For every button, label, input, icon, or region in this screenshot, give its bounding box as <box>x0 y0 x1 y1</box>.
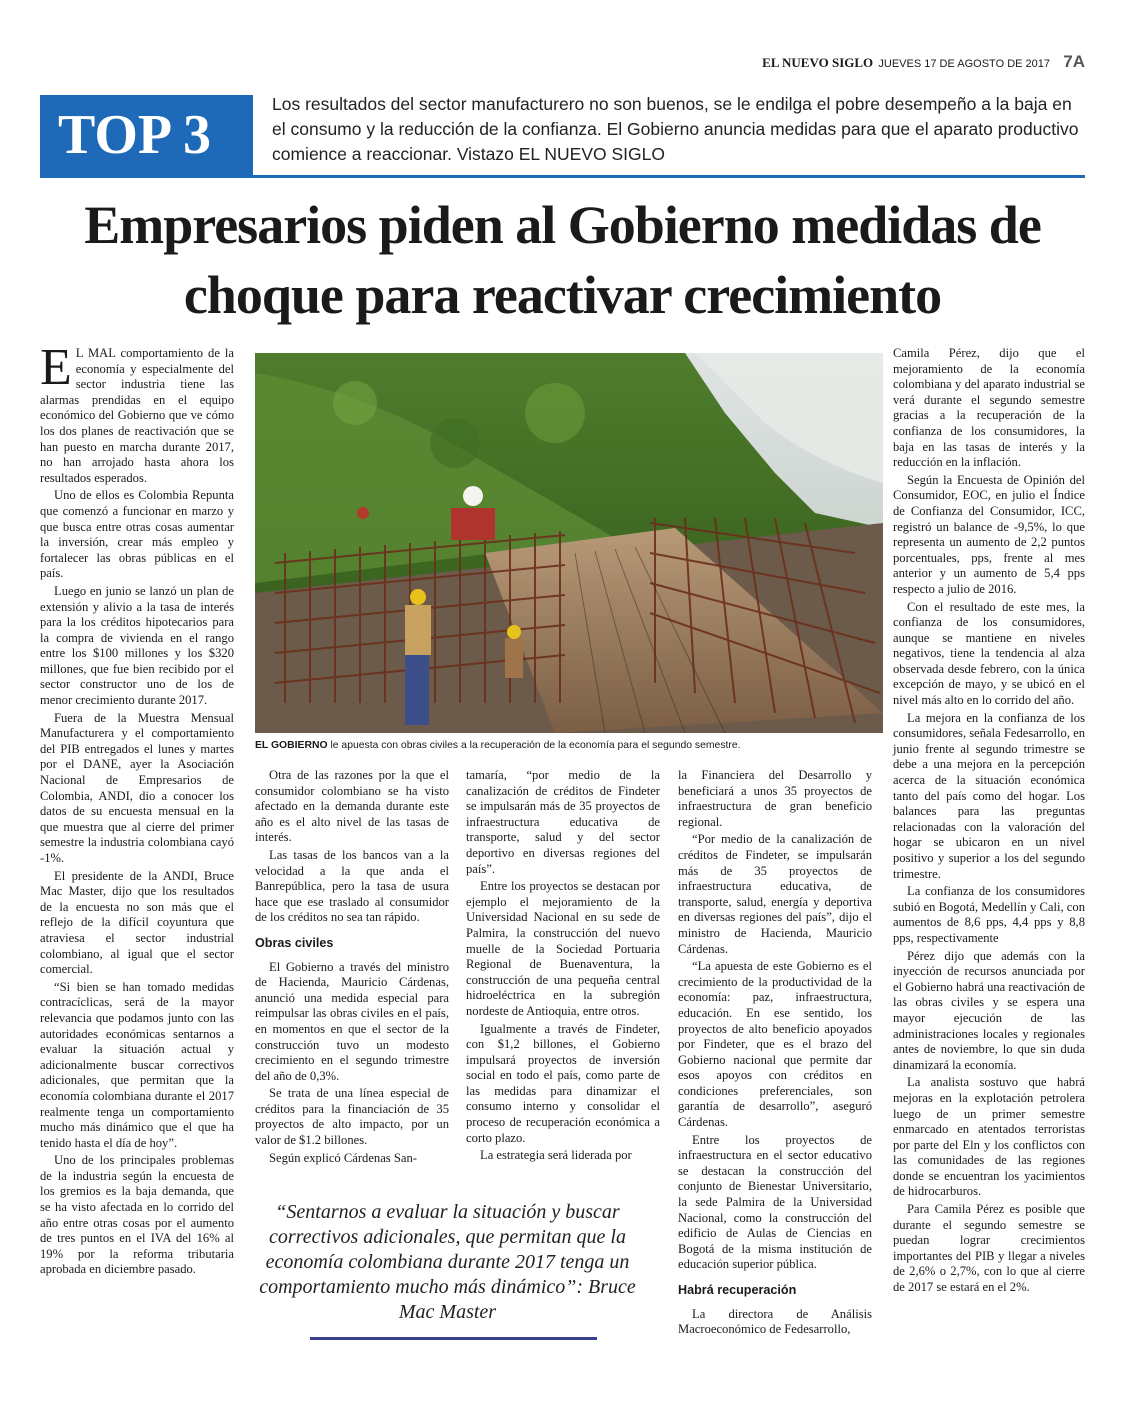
paragraph: “La apuesta de este Gobierno es el crecimiento de la productividad de la economía: paz, infraestructura, educación. En ese sentido, los proyectos de alto beneficio apoyados por Findeter, que es el brazo del Gobierno nacional que permite dar esos apoyos con créditos en condiciones preferenciales, son garantía de desarrollo”, aseguró Cárdenas. <box>678 959 872 1130</box>
paragraph: Con el resultado de este mes, la confianza de los consumidores, aunque se mantiene en niveles negativos, tiene la tendencia al alza observada desde febrero, con la única excepción de mayo, y se ubicó en el nivel más alto en lo corrido del año. <box>893 599 1085 708</box>
paragraph: Uno de los principales problemas de la industria según la encuesta de los gremios es la baja demanda, que se ha visto afectada en lo corrido del año entre otras cosas por el aumento de tres puntos en el IVA del 16% al 19% por la reforma tributaria aprobada en diciembre pasado. <box>40 1153 234 1277</box>
paragraph: La estrategia será liderada por <box>480 1148 632 1163</box>
issue-date: JUEVES 17 DE AGOSTO DE 2017 <box>878 58 1051 70</box>
paragraph: Entre los proyectos se destacan por ejemplo el mejoramiento de la Universidad Nacional en su sede de Palmira, la construcción del nuevo muelle de la Sociedad Portuaria Regional de Buenaventura, la construcción de una pequeña central hidroeléctrica en la subregión nordeste de Antioquia, entre otros. <box>466 879 660 1018</box>
paragraph: “Por medio de la canalización de créditos de Findeter, se impulsarán más de 35 proyectos de infraestructura educativa, de transporte, salud, energía y deportiva en diversas regiones del país”, dijo el ministro de Hacienda, Mauricio Cárdenas. <box>678 832 872 956</box>
paragraph: Según la Encuesta de Opinión del Consumidor, EOC, en julio el Índice de Confianza del Consumidor, ICC, registró un balance de -9,5%, lo que representa un aumento de 2,2 puntos porcentuales, pps, frente al mes anterior y un aumento de 5,4 pps respecto a julio de 2016. <box>893 472 1085 596</box>
page-number: 7A <box>1063 52 1085 71</box>
headline-line-2: choque para reactivar crecimiento <box>183 265 942 325</box>
paragraph: El presidente de la ANDI, Bruce Mac Master, dijo que los resultados de la encuesta no son más que el reflejo de la difícil coyuntura que atraviesa el sector industrial colombiano, al igual que el sector comercial. <box>40 868 234 977</box>
paragraph: Fuera de la Muestra Mensual Manufacturera y el comportamiento del PIB entregados el lunes y martes por el DANE, ayer la Asociación Nacional de Empresarios de Colombia, ANDI, dio a conocer los datos de su encuesta mensual en la que muestra que al cierre del primer semestre la industria colombiana cayó -1%. <box>40 710 234 865</box>
paragraph: Otra de las razones por la que el consumidor colombiano se ha visto afectado en la demanda durante este año es el alto nivel de las tasas de interés. <box>255 768 449 845</box>
paragraph: La analista sostuvo que habrá mejoras en la explotación petrolera luego de un primer semestre enmarcado en atentados terroristas por parte del Eln y los conflictos con las comunidades de las regiones donde se encuentran los yacimientos de hidrocarburos. <box>893 1075 1085 1199</box>
photo-caption <box>255 740 883 751</box>
article-column-1 <box>40 339 234 1280</box>
paragraph: Camila Pérez, dijo que el mejoramiento de la economía colombiana y del aparato industrial se verá durante el segundo semestre gracias a la recuperación de la confianza de los consumidores, la baja en las tasas de interés y la reducción en la inflación. <box>893 346 1085 470</box>
paragraph: tamaría, “por medio de la canalización de créditos de Findeter se impulsarán más de 35 proyectos de infraestructura educativa de transporte, salud y del sector deportivo en diversas regiones del país”. <box>466 768 660 876</box>
headline <box>40 190 1085 330</box>
article-column-2 <box>255 768 449 1168</box>
paragraph: Uno de ellos es Colombia Repunta que comenzó a funcionar en marzo y que busca entre otras cosas aumentar la inversión, crear más empleo y fortalecer las obras públicas en el país. <box>40 488 234 581</box>
paragraph: la Financiera del Desarrollo y beneficiará a unos 35 proyectos de infraestructura de gran beneficio regional. <box>678 768 872 829</box>
newspaper-name: EL NUEVO SIGLO <box>762 55 874 70</box>
paragraph: Para Camila Pérez es posible que durante el segundo semestre se puedan lograr crecimientos importantes del PIB y llegar a niveles de 2,6% o 2,7%, con lo que al cierre de 2017 se estará en el 2%. <box>893 1202 1085 1295</box>
paragraph: El Gobierno a través del ministro de Hacienda, Mauricio Cárdenas, anunció una medida especial para reimpulsar las obras civiles en el país, en momentos en que el sector de la construcción tuvo un modesto crecimiento en el segundo trimestre del año de 0,3%. <box>255 959 449 1083</box>
paragraph: Se trata de una línea especial de créditos para la financiación de 35 proyectos de alto impacto, por un valor de $1.2 billones. <box>255 1086 449 1148</box>
section-rule <box>40 175 1085 178</box>
lead-summary: Los resultados del sector manufacturero no son buenos, se le endilga el pobre desempeño a la baja en el consumo y la reducción de la confianza. El Gobierno anuncia medidas para que el aparato productivo comience a reaccionar. Vistazo EL NUEVO SIGLO <box>272 94 1079 164</box>
article-column-3 <box>466 768 660 1166</box>
paragraph: Pérez dijo que además con la inyección de recursos anunciada por el Gobierno habrá una reactivación de las obras civiles y se espera una mayor ejecución de las administraciones locales y regionales antes de noviembre, lo que sin duda dinamizará la economía. <box>893 948 1085 1072</box>
article-column-5 <box>893 346 1085 1298</box>
paragraph: Según explicó Cárdenas San- <box>269 1150 417 1165</box>
top3-label: TOP 3 <box>58 104 212 166</box>
section-divider <box>250 95 253 175</box>
paragraph: La confianza de los consumidores subió en Bogotá, Medellín y Cali, con aumentos de 8,6 pps, 4,4 pps y 8,8 pps, respectivamente <box>893 884 1085 945</box>
pull-quote: “Sentarnos a evaluar la situación y buscar correctivos adicionales, que permitan que la economía colombiana durante 2017 tenga un comportamiento mucho más dinámico”: Bruce Mac Master <box>259 1201 636 1323</box>
paragraph: “Si bien se han tomado medidas contracíclicas, será de la mayor relevancia que podamos junto con las autoridades económicas sentarnos a evaluar la situación actual y adicionalmente buscar correctivos adicionales, que permitan que la economía colombiana durante el 2017 realmente tenga un comportamiento mucho más dinámico que el que ha tenido hasta el día de hoy”. <box>40 979 234 1150</box>
paragraph: La mejora en la confianza de los consumidores, señala Fedesarrollo, en junio frente al segundo trimestre se debe a una mejora en la percepción acerca de la situación económica tanto del país como del hogar. Los balances para las preguntas relacionadas con la valoración del hogar se ubicaron en un nivel positivo y superior a los del segundo trimestre. <box>893 710 1085 881</box>
subheading-obras-civiles: Obras civiles <box>255 935 334 950</box>
top3-badge <box>40 95 250 175</box>
pull-quote-rule <box>310 1337 597 1340</box>
construction-site-photo <box>255 353 883 733</box>
masthead <box>762 52 1085 72</box>
article-column-4 <box>678 768 872 1340</box>
paragraph: La directora de Análisis Macroeconómico de Fedesarrollo, <box>678 1306 872 1337</box>
paragraph: E L MAL comportamiento de la economía y especialmente del sector industria tiene las alarmas prendidas en el equipo económico del Gobierno que ve cómo los dos planes de reactivación que se han puesto en marcha durante 2017, no han arrojado hasta ahora los resultados esperados. <box>40 339 234 485</box>
paragraph: Entre los proyectos de infraestructura en el sector educativo se destacan la construcción del conjunto de Bienestar Universitario, la sede Palmira de la Universidad Nacional, como la construcción del edificio de Aulas de Ciencias en Bogotá de la misma institución de educación superior pública. <box>678 1132 872 1272</box>
caption-text: le apuesta con obras civiles a la recuperación de la economía para el segundo semestre. <box>327 740 741 751</box>
caption-credit: EL GOBIERNO <box>255 740 328 751</box>
paragraph: Luego en junio se lanzó un plan de extensión y alivio a la tasa de interés para la los créditos hipotecarios para la compra de vivienda en el rango entre los $100 millones y los $320 millones, que fue bien recibido por el sector constructor uno de los de menor crecimiento durante 2017. <box>40 583 234 708</box>
paragraph: Las tasas de los bancos van a la velocidad a la que anda el Banrepública, pero la tasa de usura hace que ese traslado al consumidor de los créditos no sea tan rápido. <box>255 847 449 925</box>
subheading-habra-recuperacion: Habrá recuperación <box>678 1283 797 1297</box>
paragraph: Igualmente a través de Findeter, con $1,2 billones, el Gobierno impulsará proyectos de inversión social en todo el país, como parte de las medidas para dinamizar el consumo interno y consolidar el proceso de recuperación económica a corto plazo. <box>466 1021 660 1145</box>
headline-line-1: Empresarios piden al Gobierno medidas de <box>84 195 1041 255</box>
drop-cap: E <box>40 339 72 396</box>
